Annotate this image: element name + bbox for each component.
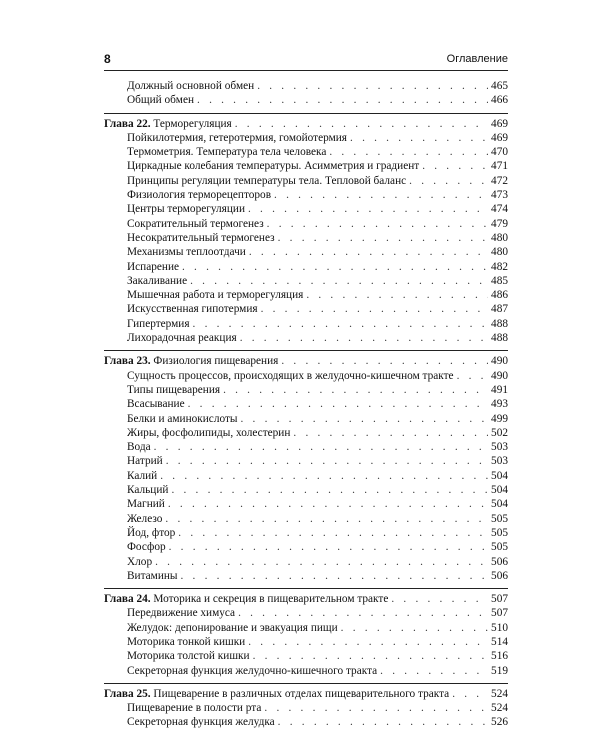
toc-entry[interactable] [104, 159, 508, 173]
entry-page-number: 519 [491, 664, 508, 677]
entry-page-number: 505 [491, 512, 508, 525]
chapter-heading[interactable] [104, 117, 508, 131]
entry-title: Центры терморегуляции [127, 203, 245, 216]
toc-entry[interactable] [104, 397, 508, 411]
entry-page-number: 491 [491, 383, 508, 396]
entry-title: Механизмы теплоотдачи [127, 246, 246, 259]
chapter-name: Пищеварение в различных отделах пищеварительного тракта [153, 687, 450, 700]
toc-entry[interactable] [104, 131, 508, 145]
dot-leader [278, 715, 488, 729]
toc-entry[interactable] [104, 635, 508, 649]
dot-leader [165, 512, 488, 526]
entry-page-number: 472 [491, 174, 508, 187]
toc-entry[interactable] [104, 454, 508, 468]
entry-title: Пойкилотермия, гетеротермия, гомойотермия [127, 131, 348, 144]
chapter-page-number: 507 [491, 593, 508, 606]
toc-entry[interactable] [104, 93, 508, 107]
dot-leader [267, 217, 488, 231]
toc-entry[interactable] [104, 526, 508, 540]
entry-title: Испарение [127, 260, 179, 273]
entry-page-number: 465 [491, 80, 508, 92]
entry-title: Хлор [127, 555, 153, 568]
entry-title: Йод, фтор [127, 526, 176, 539]
dot-leader [409, 174, 488, 188]
toc-entry[interactable] [104, 274, 508, 288]
chapter-title [104, 687, 449, 701]
dot-leader [169, 540, 488, 554]
toc-entry[interactable] [104, 540, 508, 554]
entry-title: Мышечная работа и терморегуляция [127, 289, 304, 302]
entry-page-number: 506 [491, 555, 508, 568]
entry-title: Общий обмен [127, 94, 195, 107]
entry-page-number: 471 [491, 160, 508, 173]
dot-leader [154, 440, 488, 454]
dot-leader [166, 454, 488, 468]
entry-page-number: 510 [491, 621, 508, 634]
entry-page-number: 516 [491, 650, 508, 663]
dot-leader [235, 117, 488, 131]
toc-entry[interactable] [104, 231, 508, 245]
entry-title: Типы пищеварения [127, 383, 221, 396]
entry-page-number: 466 [491, 94, 508, 107]
dot-leader [181, 569, 489, 583]
entry-title: Жиры, фосфолипиды, холестерин [127, 426, 291, 439]
entry-page-number: 493 [491, 398, 508, 411]
dot-leader [264, 701, 488, 715]
entry-title: Магний [127, 498, 165, 511]
dot-leader [182, 260, 488, 274]
dot-leader [190, 274, 488, 288]
entry-page-number: 504 [491, 469, 508, 482]
entry-page-number: 504 [491, 484, 508, 497]
toc-entry[interactable] [104, 715, 508, 729]
dot-leader [197, 93, 488, 107]
dot-leader [293, 426, 488, 440]
page-header [104, 50, 508, 71]
dot-leader [281, 354, 488, 368]
entry-title: Пищеварение в полости рта [127, 702, 262, 715]
chapter-heading[interactable] [104, 354, 508, 368]
entry-title: Фосфор [127, 541, 166, 554]
chapter-block [104, 350, 508, 583]
entry-title: Несократительный термогенез [127, 231, 275, 244]
entry-title: Железо [127, 512, 163, 525]
dot-leader [422, 159, 488, 173]
dot-leader [452, 687, 488, 701]
entry-page-number: 526 [491, 716, 508, 729]
chapter-title [104, 117, 232, 131]
toc-entry[interactable] [104, 317, 508, 331]
entry-page-number: 487 [491, 303, 508, 316]
toc-entry[interactable] [104, 217, 508, 231]
toc-entry[interactable] [104, 569, 508, 583]
entry-page-number: 506 [491, 569, 508, 582]
entry-title: Калий [127, 469, 158, 482]
chapter-name: Моторика и секреция в пищеварительном тракте [153, 593, 389, 606]
toc-entry[interactable] [104, 331, 508, 345]
dot-leader [380, 664, 488, 678]
entry-page-number: 473 [491, 189, 508, 202]
page-number: 8 [104, 52, 111, 66]
entry-page-number: 480 [491, 246, 508, 259]
toc-entry[interactable] [104, 701, 508, 715]
toc-entry[interactable] [104, 412, 508, 426]
dot-leader [168, 497, 488, 511]
dot-leader [248, 635, 488, 649]
chapter-heading[interactable] [104, 687, 508, 701]
dot-leader [257, 79, 488, 93]
entry-page-number: 490 [491, 369, 508, 382]
entry-page-number: 505 [491, 541, 508, 554]
entry-title: Закаливание [127, 274, 188, 287]
entry-title: Натрий [127, 455, 163, 468]
chapter-page-number: 469 [491, 117, 508, 130]
toc-entry[interactable] [104, 512, 508, 526]
entry-page-number: 507 [491, 607, 508, 620]
chapter-name: Терморегуляция [153, 117, 232, 130]
entry-page-number: 479 [491, 217, 508, 230]
chapter-block [104, 113, 508, 346]
entry-title: Вода [127, 441, 151, 454]
entry-title: Белки и аминокислоты [127, 412, 238, 425]
entry-page-number: 470 [491, 146, 508, 159]
chapter-label: Глава 24. [104, 593, 151, 606]
toc-entry[interactable] [104, 649, 508, 663]
chapter-block [104, 588, 508, 678]
toc-entry[interactable] [104, 606, 508, 620]
toc-entry[interactable] [104, 555, 508, 569]
toc-entry[interactable] [104, 145, 508, 159]
dot-leader [160, 469, 488, 483]
entry-page-number: 503 [491, 441, 508, 454]
chapter-label: Глава 25. [104, 687, 151, 700]
entry-title: Витамины [127, 569, 178, 582]
entry-page-number: 485 [491, 274, 508, 287]
chapter-title [104, 592, 388, 606]
dot-leader [306, 288, 488, 302]
dot-leader [188, 397, 488, 411]
entry-page-number: 486 [491, 289, 508, 302]
dot-leader [238, 606, 488, 620]
chapter-heading[interactable] [104, 592, 508, 606]
dot-leader [274, 188, 488, 202]
toc-entry[interactable] [104, 383, 508, 397]
chapter-name: Физиология пищеварения [153, 355, 279, 368]
entry-title: Должный основной обмен [127, 80, 255, 92]
entry-title: Циркадные колебания температуры. Асимметрия и градиент [127, 160, 420, 173]
toc-entry[interactable] [104, 260, 508, 274]
table-of-contents [104, 79, 508, 730]
entry-page-number: 488 [491, 317, 508, 330]
dot-leader [278, 231, 488, 245]
dot-leader [193, 317, 489, 331]
lead-entries [104, 79, 508, 108]
chapter-page-number: 490 [491, 355, 508, 368]
toc-entry[interactable] [104, 469, 508, 483]
dot-leader [253, 649, 488, 663]
toc-entry[interactable] [104, 440, 508, 454]
entry-title: Передвижение химуса [127, 607, 236, 620]
entry-page-number: 524 [491, 702, 508, 715]
entry-title: Физиология терморецепторов [127, 189, 272, 202]
entry-page-number: 469 [491, 131, 508, 144]
toc-entry[interactable] [104, 302, 508, 316]
entry-title: Секреторная функция желудка [127, 716, 275, 729]
dot-leader [350, 131, 488, 145]
entry-title: Кальций [127, 484, 169, 497]
toc-entry[interactable] [104, 426, 508, 440]
toc-entry[interactable] [104, 288, 508, 302]
entry-page-number: 503 [491, 455, 508, 468]
chapter-label: Глава 23. [104, 355, 151, 368]
dot-leader [261, 302, 488, 316]
entry-title: Термометрия. Температура тела человека [127, 146, 327, 159]
entry-page-number: 499 [491, 412, 508, 425]
chapter-title [104, 354, 278, 368]
entry-title: Желудок: депонирование и эвакуация пищи [127, 621, 338, 634]
dot-leader [178, 526, 488, 540]
chapter-page-number: 524 [491, 687, 508, 700]
chapter-block [104, 683, 508, 730]
dot-leader [249, 245, 488, 259]
entry-title: Всасывание [127, 398, 185, 411]
entry-title: Секреторная функция желудочно-кишечного тракта [127, 664, 378, 677]
entry-page-number: 474 [491, 203, 508, 216]
entry-page-number: 502 [491, 426, 508, 439]
entry-title: Сократительный термогенез [127, 217, 264, 230]
dot-leader [391, 592, 488, 606]
toc-entry[interactable] [104, 174, 508, 188]
entry-page-number: 488 [491, 332, 508, 345]
toc-entry[interactable] [104, 483, 508, 497]
dot-leader [329, 145, 488, 159]
dot-leader [248, 202, 488, 216]
entry-title: Принципы регуляции температуры тела. Тепловой баланс [127, 174, 407, 187]
entry-title: Моторика тонкой кишки [127, 635, 246, 648]
entry-page-number: 480 [491, 231, 508, 244]
toc-entry[interactable] [104, 664, 508, 678]
toc-entry[interactable] [104, 369, 508, 383]
chapter-list [104, 113, 508, 730]
entry-title: Искусственная гипотермия [127, 303, 258, 316]
toc-entry[interactable] [104, 497, 508, 511]
entry-page-number: 504 [491, 498, 508, 511]
dot-leader [223, 383, 488, 397]
dot-leader [171, 483, 488, 497]
entry-title: Гипертермия [127, 317, 190, 330]
running-head: Оглавление [446, 53, 508, 65]
entry-title: Сущность процессов, происходящих в желудочно-кишечном тракте [127, 369, 454, 382]
entry-page-number: 482 [491, 260, 508, 273]
entry-page-number: 514 [491, 635, 508, 648]
dot-leader [240, 412, 488, 426]
entry-title: Лихорадочная реакция [127, 332, 237, 345]
dot-leader [240, 331, 488, 345]
dot-leader [457, 369, 488, 383]
toc-entry[interactable] [104, 245, 508, 259]
toc-entry[interactable] [104, 202, 508, 216]
dot-leader [341, 621, 488, 635]
chapter-label: Глава 22. [104, 117, 151, 130]
entry-title: Моторика толстой кишки [127, 650, 250, 663]
toc-entry[interactable] [104, 79, 508, 93]
entry-page-number: 505 [491, 526, 508, 539]
toc-entry[interactable] [104, 188, 508, 202]
dot-leader [155, 555, 488, 569]
toc-entry[interactable] [104, 621, 508, 635]
